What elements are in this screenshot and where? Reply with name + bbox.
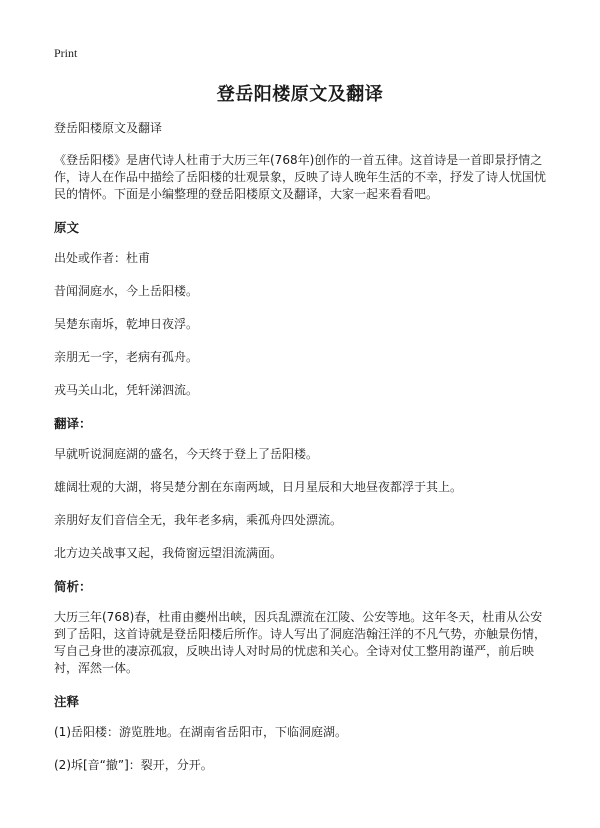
translation-line: 雄阔壮观的大湖，将吴楚分割在东南两域，日月星辰和大地昼夜都浮于其上。	[54, 480, 463, 494]
intro-paragraph: 《登岳阳楼》是唐代诗人杜甫于大历三年(768年)创作的一首五律。这首诗是一首即景抒情之作，诗人在作品中描绘了岳阳楼的壮观景象，反映了诗人晚年生活的不幸，抒发了诗人忧国忧民的情怀。下面是小编整理的登岳阳楼原文及翻译，大家一起来看看吧。	[54, 153, 547, 201]
poem-line: 出处或作者：杜甫	[54, 251, 151, 265]
poem-line: 昔闻洞庭水，今上岳阳楼。	[54, 284, 199, 298]
translation-line: 亲朋好友们音信全无，我年老多病，乘孤舟四处漂流。	[54, 513, 343, 527]
note-item: (1)岳阳楼：游览胜地。在湖南省岳阳市，下临洞庭湖。	[54, 725, 348, 739]
analysis-paragraph: 大历三年(768)春，杜甫由夔州出峡，因兵乱漂流在江陵、公安等地。这年冬天，杜甫从公安到了岳阳，这首诗就是登岳阳楼后所作。诗人写出了洞庭浩翰汪洋的不凡气势，亦触景伤情，写自己身世的凄凉孤寂，反映出诗人对时局的忧虑和关心。全诗对仗工整用韵谨严，前后映衬，浑然一体。	[54, 610, 547, 675]
section-heading-notes: 注释	[54, 694, 80, 709]
poem-line: 亲朋无一字，老病有孤舟。	[54, 350, 199, 364]
poem-line: 戎马关山北，凭轩涕泗流。	[54, 383, 199, 397]
section-heading-analysis: 简析：	[54, 579, 92, 594]
section-heading-original: 原文	[54, 220, 80, 235]
print-link[interactable]: Print	[54, 46, 78, 60]
article-body	[54, 120, 550, 790]
article-subtitle: 登岳阳楼原文及翻译	[54, 121, 163, 135]
note-item: (2)坼[音“撤”]：裂开，分开。	[54, 758, 213, 772]
translation-line: 早就听说洞庭湖的盛名，今天终于登上了岳阳楼。	[54, 447, 319, 461]
page-title: 登岳阳楼原文及翻译	[216, 84, 384, 105]
translation-line: 北方边关战事又起，我倚窗远望泪流满面。	[54, 546, 283, 560]
section-heading-translation: 翻译：	[54, 416, 92, 431]
poem-line: 吴楚东南坼，乾坤日夜浮。	[54, 317, 199, 331]
